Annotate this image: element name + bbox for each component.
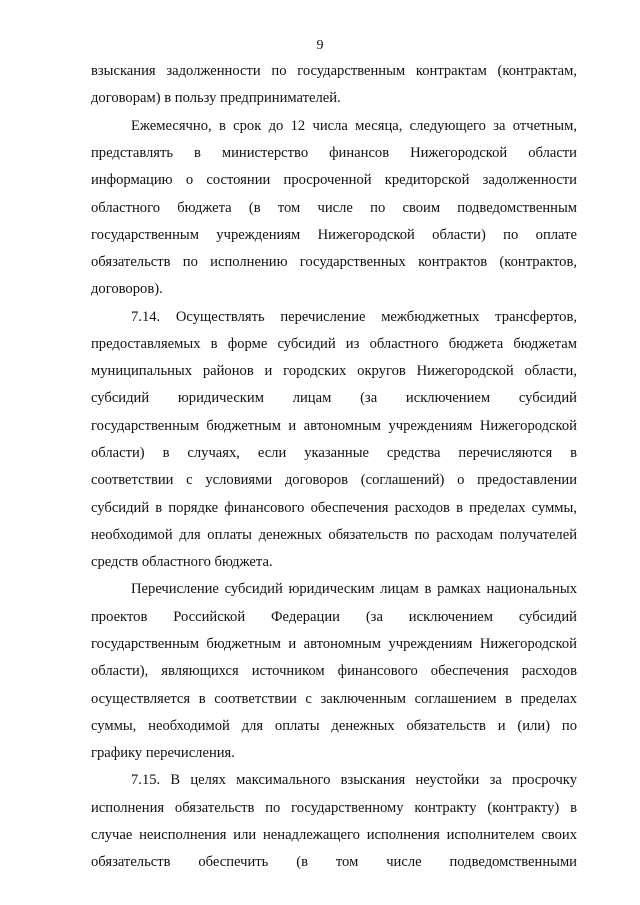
text-line: графику перечисления.	[91, 745, 235, 761]
text-line: субсидий юридическим лицам (за исключением субсидий	[91, 390, 577, 406]
text-line: взыскания задолженности по государственным контрактам (контрактам,	[91, 63, 577, 79]
text-line: договоров).	[91, 281, 163, 297]
text-line: исполнения обязательств по государственному контракту (контракту) в	[91, 800, 577, 816]
text-line: муниципальных районов и городских округов Нижегородской области,	[91, 363, 577, 379]
text-line: необходимой для оплаты денежных обязательств по расходам получателей	[91, 527, 577, 543]
text-line: суммы, необходимой для оплаты денежных обязательств и (или) по	[91, 718, 577, 734]
text-line: государственным бюджетным и автономным учреждениям Нижегородской	[91, 636, 577, 652]
text-line: обязательств обеспечить (в том числе подведомственными	[91, 854, 577, 870]
text-line: случае неисполнения или ненадлежащего исполнения исполнителем своих	[91, 827, 577, 843]
text-line: областного бюджета (в том числе по своим подведомственным	[91, 200, 577, 216]
text-line: Перечисление субсидий юридическим лицам в рамках национальных	[131, 581, 577, 597]
text-line: государственным бюджетным и автономным учреждениям Нижегородской	[91, 418, 577, 434]
text-line: области), являющихся источником финансового обеспечения расходов	[91, 663, 577, 679]
page-number: 9	[316, 38, 324, 53]
text-line: предоставляемых в форме субсидий из областного бюджета бюджетам	[91, 336, 577, 352]
text-line: соответствии с условиями договоров (соглашений) о предоставлении	[91, 472, 577, 488]
text-line: обязательств по исполнению государственных контрактов (контрактов,	[91, 254, 577, 270]
text-line: договорам) в пользу предпринимателей.	[91, 90, 341, 106]
text-line: средств областного бюджета.	[91, 554, 273, 570]
text-line: государственным учреждениям Нижегородской области) по оплате	[91, 227, 577, 243]
text-line: 7.15. В целях максимального взыскания неустойки за просрочку	[131, 772, 577, 788]
text-line: 7.14. Осуществлять перечисление межбюджетных трансфертов,	[131, 309, 577, 325]
text-line: области) в случаях, если указанные средства перечисляются в	[91, 445, 577, 461]
text-line: Ежемесячно, в срок до 12 числа месяца, следующего за отчетным,	[131, 118, 577, 134]
text-line: проектов Российской Федерации (за исключением субсидий	[91, 609, 577, 625]
text-line: представлять в министерство финансов Нижегородской области	[91, 145, 577, 161]
text-line: осуществляется в соответствии с заключенным соглашением в пределах	[91, 691, 577, 707]
text-line: субсидий в порядке финансового обеспечения расходов в пределах суммы,	[91, 500, 577, 516]
text-line: информацию о состоянии просроченной кредиторской задолженности	[91, 172, 577, 188]
